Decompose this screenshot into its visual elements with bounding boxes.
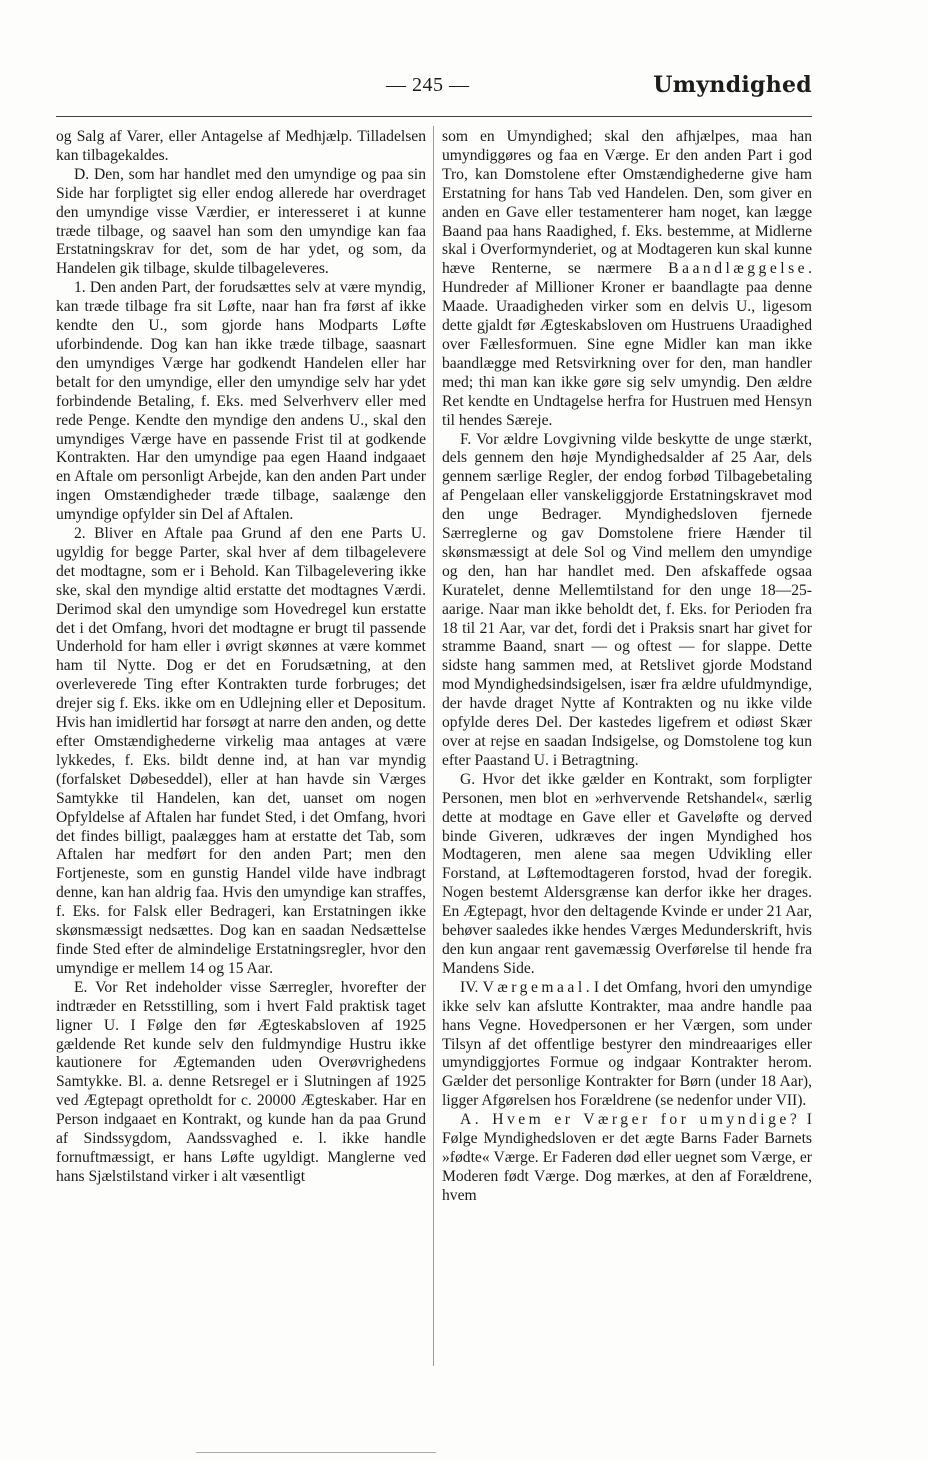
paragraph — [442, 1111, 812, 1206]
left-column — [56, 128, 426, 1187]
paragraph: D. Den, som har handlet med den umyndige og paa sin Side har forpligtet sig eller endog allerede har overdraget den umyndige visse Værdier, er interesseret i at kunne træde tilbage, og saavel han som den umyndige kan faa Erstatningskrav for det, som de har ydet, og som, da Handelen gik tilbage, skulde tilbageleveres. — [56, 165, 426, 278]
header-rule — [56, 116, 812, 117]
page-number: — 245 — — [386, 74, 470, 96]
paragraph: 2. Bliver en Aftale paa Grund af den ene Parts U. ugyldig for begge Parter, skal hver af dem tilbagelevere det modtagne, som er i Behold. Kan Tilbagelevering ikke ske, skal den myndige altid erstatte det modtagnes Værdi. Derimod skal den umyndige som Hovedregel kun erstatte det i det Omfang, hvori det modtagne er brugt til passende Underhold for ham eller i øvrigt skønnes at være kommet ham til Nytte. Dog er det en Forudsætning, at den overleverede Ting efter Kontrakten turde forbruges; det drejer sig f. Eks. ikke om en Udlejning eller et Depositum. Hvis han imidlertid har forsøgt at narre den anden, og dette efter Omstændighederne virkelig maa antages at være lykkedes, f. Eks. bildt denne ind, at han var myndig (forfalsket Døbeseddel), eller at han havde sin Værges Samtykke til Handelen, kan det, uanset om nogen Opfyldelse af Aftalen har fundet Sted, i det Omfang, hvori det findes billigt, paalægges ham at erstatte det Tab, som Aftalen har medført for den anden Part; men den Fortjeneste, som en gunstig Handel vilde have indbragt denne, kan han aldrig faa. Hvis den umyndige kan straffes, f. Eks. for Falsk eller Bedrageri, kan Erstatningen ikke skønsmæssigt nedsættes. Dog kan en saadan Nedsættelse finde Sted efter de almindelige Erstatningsregler, hvor den umyndige er mellem 14 og 15 Aar. — [56, 525, 426, 977]
paragraph: 1. Den anden Part, der forudsættes selv at være myndig, kan træde tilbage fra sit Løfte, naar han fra først af ikke kendte den U., som gjorde hans Modparts Løfte uforbindende. Dog kan han ikke træde tilbage, saasnart den umyndiges Værge har godkendt Handelen eller har betalt for den umyndige, eller den umyndige selv har ydet forbindende Betaling, f. Eks. med Selverhverv eller med rede Penge. Kendte den myndige den andens U., skal den umyndiges Værge have en passende Frist til at godkende Kontrakten. Har den umyndige paa egen Haand indgaaet en Aftale om personligt Arbejde, kan den anden Part under ingen Omstændigheder træde tilbage, saalænge den umyndige opfylder sin Del af Aftalen. — [56, 279, 426, 524]
paragraph: og Salg af Varer, eller Antagelse af Medhjælp. Tilladelsen kan tilbagekaldes. — [56, 128, 426, 164]
paragraph-text: I Følge Myndighedsloven er det ægte Barns Fader Barnets »fødte« Værge. Er Faderen død eller uegnet som Værge, er Moderen født Værge. Dog mærkes, at den af Forældrene, hvem — [442, 1111, 812, 1204]
page-header — [56, 72, 812, 102]
paragraph: G. Hvor det ikke gælder en Kontrakt, som forpligter Personen, men blot en »erhvervende Retshandel«, særlig dette at modtage en Gave eller et Gaveløfte og derved binde Giveren, udkræves der ingen Myndighed hos Modtageren, men alene saa megen Udvikling eller Forstand, at Løftemodtageren forstod, hvad der foregik. Nogen bestemt Aldersgrænse kan derfor ikke her drages. En Ægtepagt, hvor den deltagende Kvinde er under 21 Aar, behøver saaledes ikke hendes Værges Medunderskrift, hvis den kun angaar rent gavemæssig Overførelse til hende fra Mandens Side. — [442, 770, 812, 977]
subsection-heading: A. Hvem er Værger for umyndige? — [460, 1111, 801, 1129]
paragraph — [442, 979, 812, 1111]
paragraph: E. Vor Ret indeholder visse Særregler, hvorefter der indtræder en Retsstilling, som i hvert Fald praktisk taget ligner U. I Følge den før Ægteskabsloven af 1925 gældende Ret kunde selv den fuldmyndige Hustru ikke kautionere for Ægtemanden uden Overøvrighedens Samtykke. Bl. a. denne Retsregel er i Slutningen af 1925 ved Ægtepagt opretholdt for c. 20000 Ægteskaber. Har en Person indgaaet en Kontrakt, og kunde han da paa Grund af Sindssygdom, Aandssvaghed e. l. ikke handle fornuftmæssigt, er hans Løfte ugyldigt. Manglerne ved hans Sjælstilstand virker i alt væsentligt — [56, 978, 426, 1185]
section-number: IV. — [460, 978, 479, 996]
column-divider — [433, 126, 434, 1366]
paragraph-text: . Hundreder af Millioner Kroner er baandlagte paa denne Maade. Uraadigheden virker som en delvis U., ligesom dette gjaldt før Ægteskabsloven om Hustruens Uraadighed over Fællesformuen. Sine egne Midler kan man ikke baandlægge med Retsvirkning over for den, man handler med; thi man kan ikke gøre sig selv umyndig. Den ældre Ret kendte en Undtagelse herfra for Hustruen med Hensyn til hendes Særeje. — [442, 260, 812, 429]
paragraph: F. Vor ældre Lovgivning vilde beskytte de unge stærkt, dels gennem den høje Myndighedsalder af 25 Aar, dels gennem særlige Regler, der endog forbød Tilbagebetaling af Pengelaan eller vanskeliggjorde Erstatningskravet mod den unge Bedrager. Myndighedsloven fjernede Særreglerne og gav Domstolene friere Hænder til skønsmæssigt at dele Sol og Vind mellem den umyndige og den, han har handlet med. Den afskaffede ogsaa Kuratelet, denne Mellemtilstand for den unge 18—25-aarige. Naar man ikke beholdt det, f. Eks. for Perioden fra 18 til 21 Aar, var det, fordi det i Praksis snart har givet for stramme Baand, snart — og oftest — for slappe. Dette sidste hang sammen med, at Retslivet gjorde Modstand mod Myndighedsindsigelsen, især fra ældre ufuldmyndige, der havde draget Nytte af Kontrakten og nu ikke vilde opfylde deres Del. Der kastedes ligefrem et odiøst Skær over at rejse en saadan Indsigelse, og Domstolene tog kun efter Paastand U. i Betragtning. — [442, 430, 812, 769]
paragraph-text: som en Umyndighed; skal den afhjælpes, maa han umyndiggøres og faa en Værge. Er den anden Part i god Tro, kan Domstolene efter Omstændighederne give ham Erstatning for hans Tab ved Handelen. Den, som giver en anden en Gave eller testamenterer ham noget, kan lægge Baand paa hans Raadighed, f. Eks. bestemme, at Midlerne skal i Overformynderiet, og at Modtageren kun skal kunne hæve Renterne, se nærmere — [442, 128, 812, 278]
footer-rule — [196, 1452, 436, 1453]
right-column — [442, 128, 812, 1206]
running-head: Umyndighed — [653, 72, 812, 98]
paragraph — [442, 128, 812, 431]
paragraph-text: . I det Omfang, hvori den umyndige ikke selv kan afslutte Kontrakter, maa andre handle paa hans Vegne. Hovedpersonen er her Værgen, som under Tilsyn af det offentlige bestyrer den mindreaariges eller umyndiggjortes Formue og indgaar Kontrakter herom. Gælder det personlige Kontrakter for Børn (under 18 Aar), ligger Afgørelsen hos Forældrene (se nedenfor under VII). — [442, 978, 812, 1110]
section-heading: Værgemaal — [482, 978, 586, 996]
cross-reference: Baandlæggelse — [668, 260, 809, 278]
